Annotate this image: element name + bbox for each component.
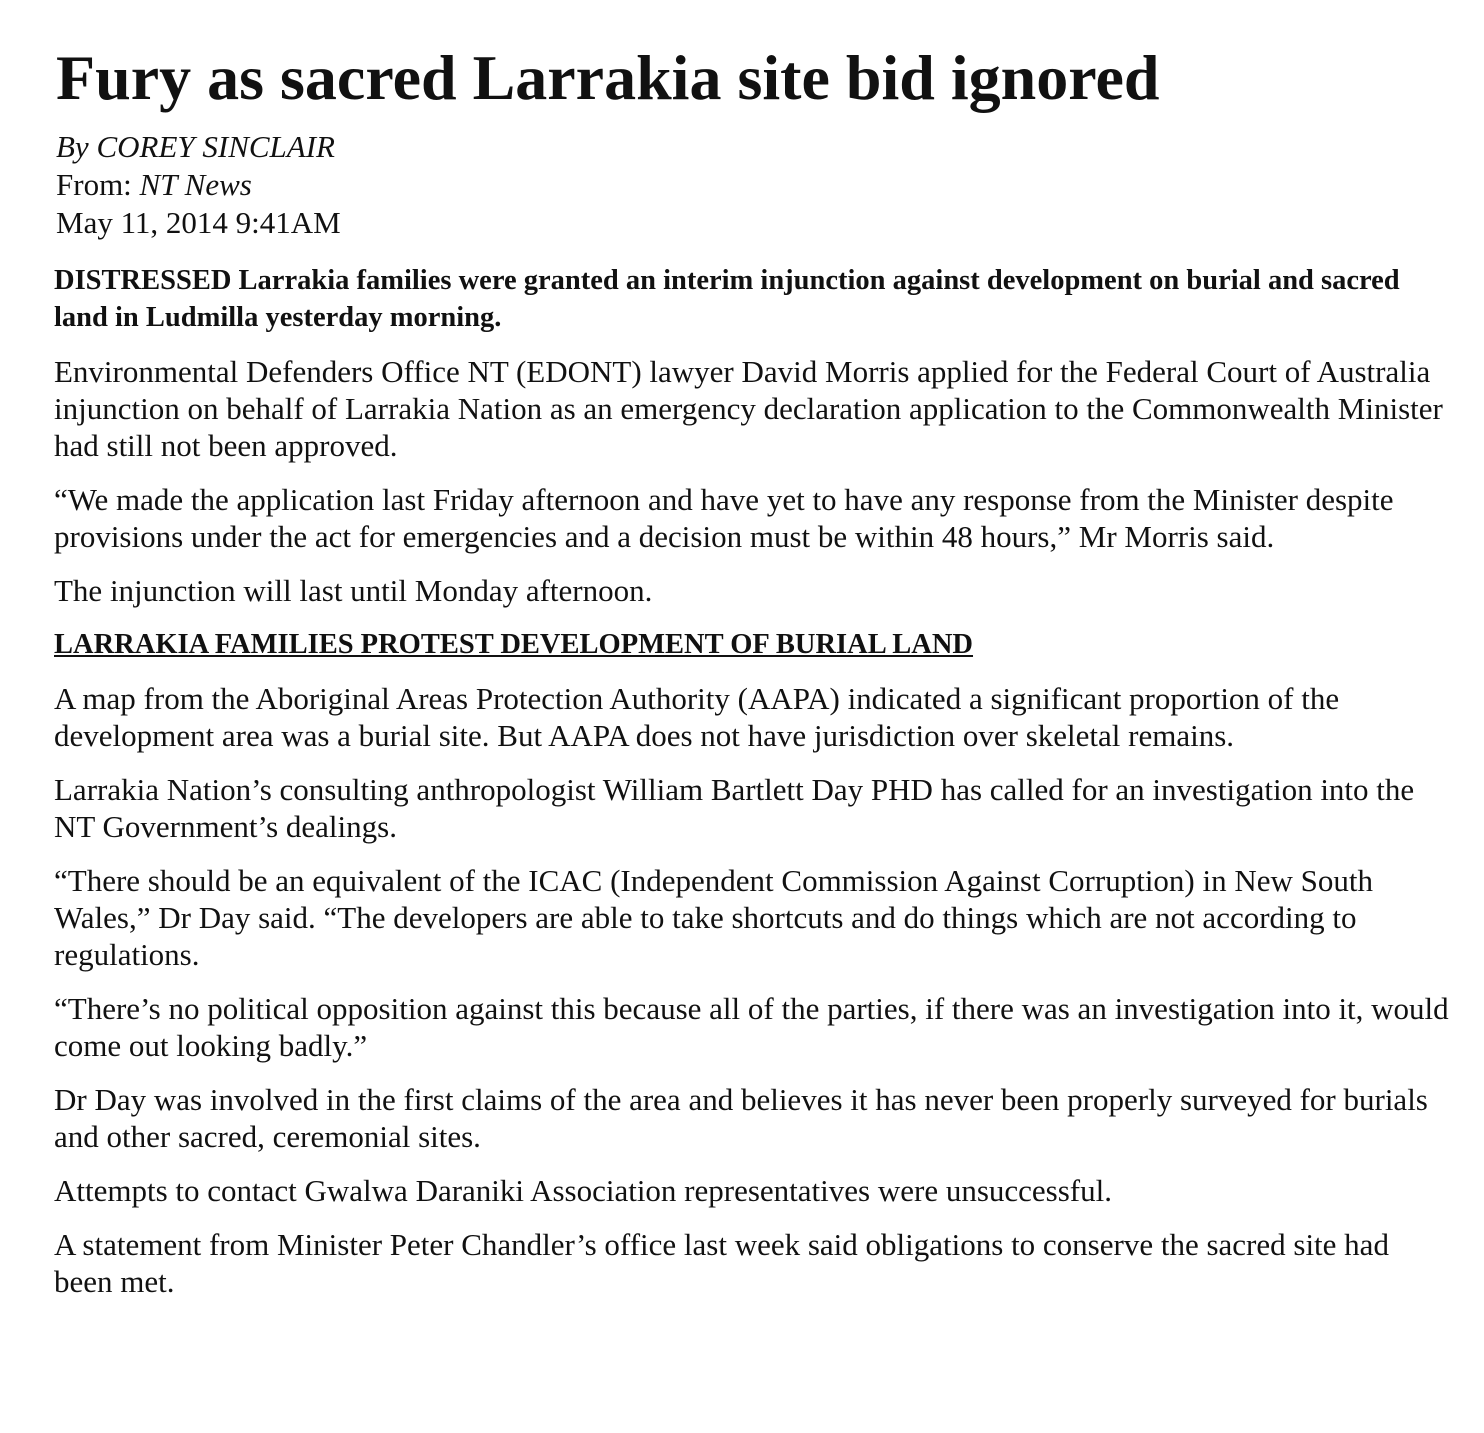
- article-meta: [56, 128, 341, 242]
- section-subheading: LARRAKIA FAMILIES PROTEST DEVELOPMENT OF BURIAL LAND: [54, 629, 974, 660]
- body-paragraph: Environmental Defenders Office NT (EDONT) lawyer David Morris applied for the Federal Court of Australia injunction on behalf of Larrakia Nation as an emergency declaration application to the Commonwealth Minister had still not been approved.: [54, 354, 1443, 463]
- body-paragraph: Larrakia Nation’s consulting anthropologist William Bartlett Day PHD has called for an investigation into the NT Government’s dealings.: [54, 772, 1415, 844]
- body-paragraph: “We made the application last Friday afternoon and have yet to have any response from the Minister despite provisions under the act for emergencies and a decision must be within 48 hours,” Mr Morris said.: [54, 482, 1394, 554]
- source-line: [56, 166, 341, 204]
- dateline: May 11, 2014 9:41AM: [56, 205, 341, 240]
- body-paragraph: “There should be an equivalent of the ICAC (Independent Commission Against Corruption) in New South Wales,” Dr Day said. “The developers are able to take shortcuts and do things which are not according to regulations.: [54, 863, 1373, 972]
- source-name: NT News: [139, 167, 252, 202]
- body-paragraph: A statement from Minister Peter Chandler’s office last week said obligations to conserve the sacred site had been met.: [54, 1227, 1389, 1299]
- article-headline: Fury as sacred Larrakia site bid ignored: [56, 42, 1160, 113]
- source-prefix: From:: [56, 167, 140, 202]
- body-paragraph: “There’s no political opposition against this because all of the parties, if there was an investigation into it, would come out looking badly.”: [54, 991, 1449, 1063]
- body-paragraph: The injunction will last until Monday afternoon.: [54, 573, 653, 608]
- lead-paragraph: DISTRESSED Larrakia families were granted an interim injunction against development on burial and sacred land in Ludmilla yesterday morning.: [54, 265, 1400, 333]
- byline: By COREY SINCLAIR: [56, 129, 335, 164]
- body-paragraph: Dr Day was involved in the first claims of the area and believes it has never been properly surveyed for burials and other sacred, ceremonial sites.: [54, 1082, 1428, 1154]
- body-paragraph: A map from the Aboriginal Areas Protection Authority (AAPA) indicated a significant proportion of the development area was a burial site. But AAPA does not have jurisdiction over skeletal remains.: [54, 681, 1340, 753]
- body-paragraph: Attempts to contact Gwalwa Daraniki Association representatives were unsuccessful.: [54, 1173, 1112, 1208]
- article-body: [54, 262, 1454, 1317]
